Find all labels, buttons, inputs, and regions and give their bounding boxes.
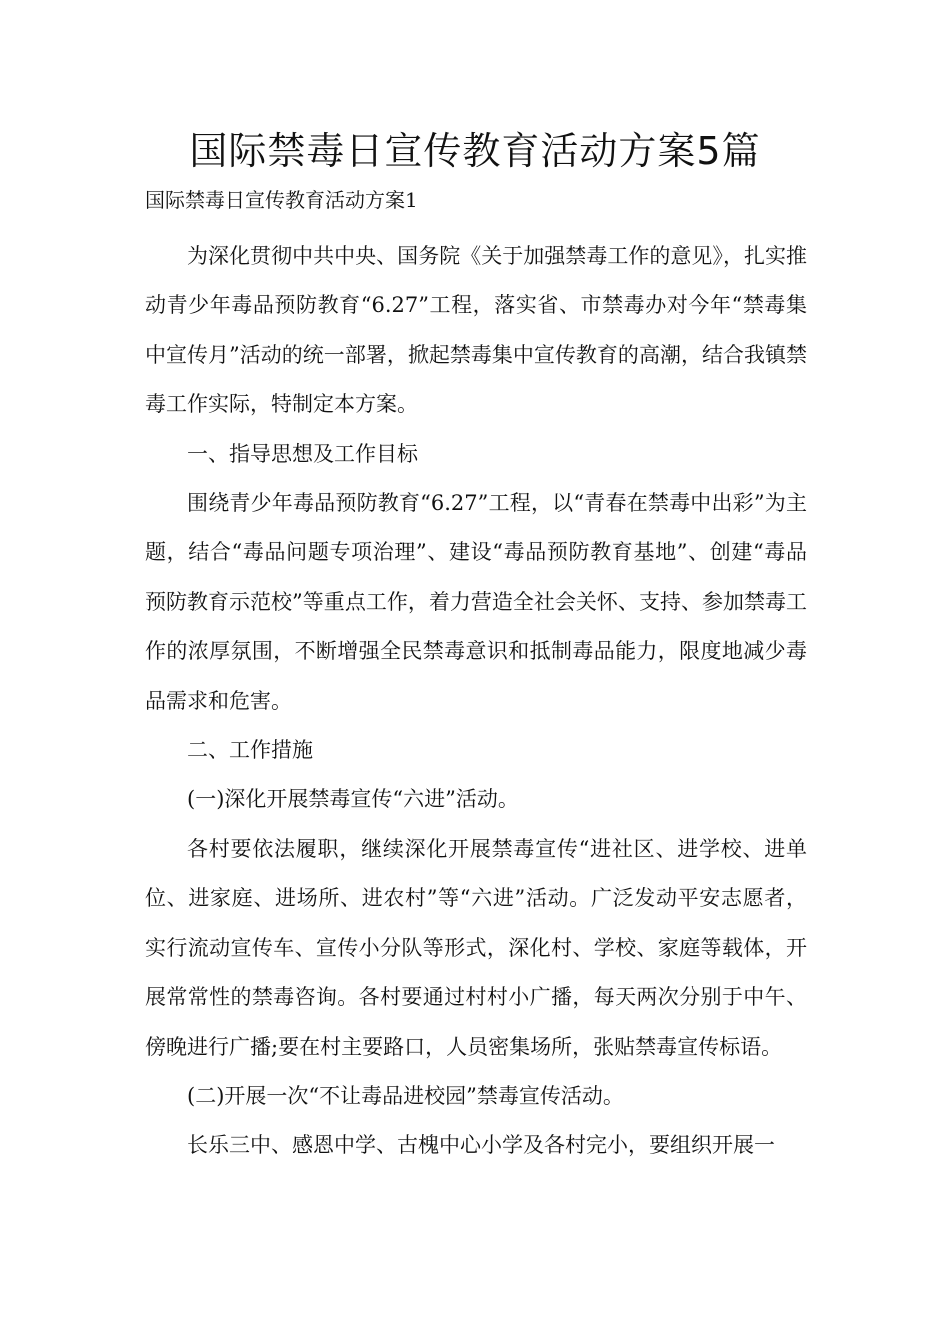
document-subtitle: 国际禁毒日宣传教育活动方案1: [145, 188, 418, 212]
section-heading-guiding-principles: 一、指导思想及工作目标: [187, 441, 418, 466]
document-title: 国际禁毒日宣传教育活动方案5篇: [189, 129, 761, 173]
paragraph-campus-campaign: 长乐三中、感恩中学、古槐中心小学及各村完小，要组织开展一: [187, 1133, 775, 1158]
paragraph-guiding-principles: 围绕青少年毒品预防教育“6.27”工程，以“青春在禁毒中出彩”为主题，结合“毒品问题专项治理”、建设“毒品预防教育基地”、创建“毒品预防教育示范校”等重点工作，着力营造全社会关怀、支持、参加禁毒工作的浓厚氛围，不断增强全民禁毒意识和抵制毒品能力，限度地减少毒品需求和危害。: [145, 491, 807, 713]
section-heading-work-measures: 二、工作措施: [187, 738, 313, 763]
document-body: [145, 232, 807, 1171]
subsection-heading-six-entries: (一)深化开展禁毒宣传“六进”活动。: [187, 787, 519, 812]
paragraph-six-entries: 各村要依法履职，继续深化开展禁毒宣传“进社区、进学校、进单位、进家庭、进场所、进农村”等“六进”活动。广泛发动平安志愿者，实行流动宣传车、宣传小分队等形式，深化村、学校、家庭等载体，开展常常性的禁毒咨询。各村要通过村村小广播，每天两次分别于中午、傍晚进行广播;要在村主要路口，人员密集场所，张贴禁毒宣传标语。: [145, 836, 807, 1059]
subsection-heading-campus-campaign: (二)开展一次“不让毒品进校园”禁毒宣传活动。: [187, 1083, 624, 1108]
paragraph-intro: 为深化贯彻中共中央、国务院《关于加强禁毒工作的意见》，扎实推动青少年毒品预防教育“6.27”工程，落实省、市禁毒办对今年“禁毒集中宣传月”活动的统一部署，掀起禁毒集中宣传教育的高潮，结合我镇禁毒工作实际，特制定本方案。: [145, 244, 807, 417]
